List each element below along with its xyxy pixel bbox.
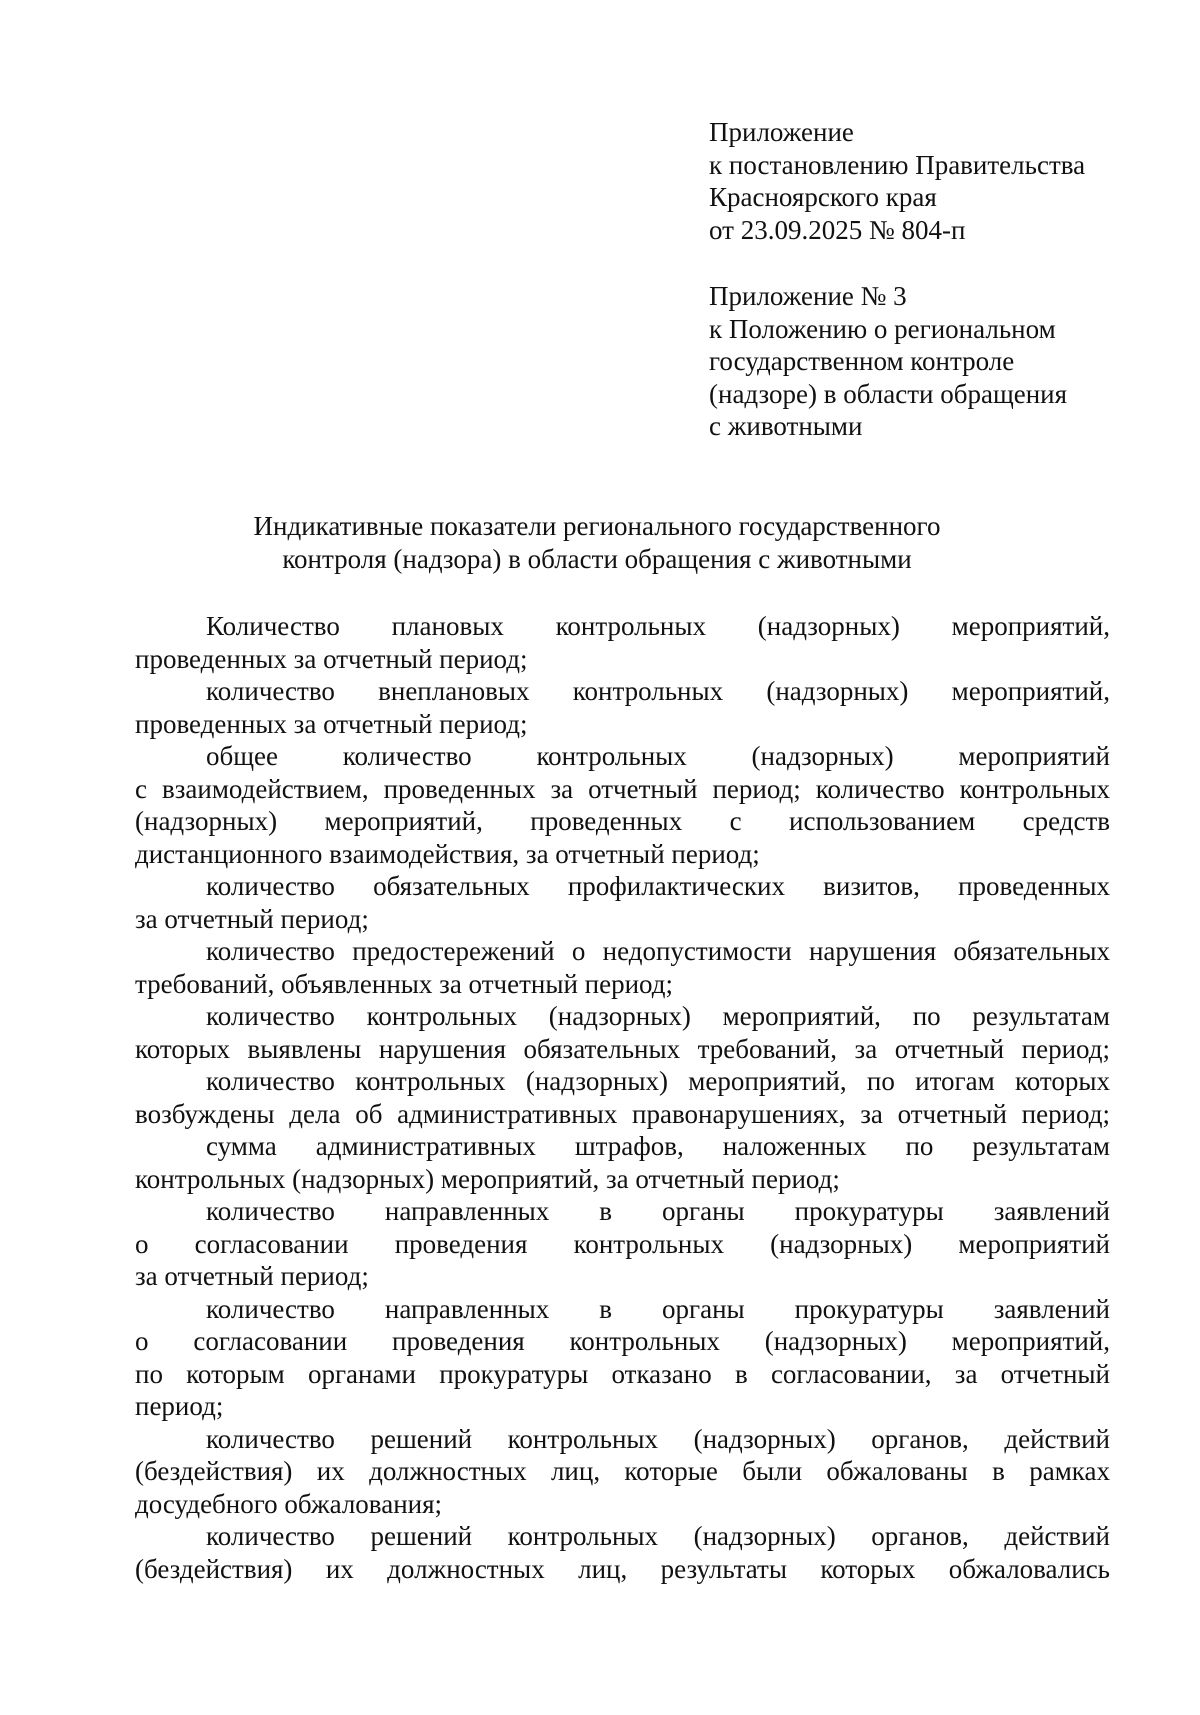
body-line: (бездействия) их должностных лиц, которые были обжалованы в рамках <box>135 1456 1110 1486</box>
body-line: за отчетный период; <box>135 1261 369 1291</box>
document-title <box>132 510 1062 575</box>
document-body <box>135 610 1110 1585</box>
annex-header-line: к постановлению Правительства <box>709 149 1086 180</box>
body-line: по которым органами прокуратуры отказано в согласовании, за отчетный <box>135 1358 1110 1389</box>
body-line: дистанционного взаимодействия, за отчетный период; <box>135 838 760 869</box>
annex-sub-line: (надзоре) в области обращения <box>709 378 1068 409</box>
annex-header-line: Красноярского края <box>709 182 937 212</box>
body-line: количество контрольных (надзорных) мероприятий, по итогам которых <box>206 1066 1110 1096</box>
body-line: с взаимодействием, проведенных за отчетный период; количество контрольных <box>135 773 1110 804</box>
body-line: количество решений контрольных (надзорных) органов, действий <box>206 1423 1110 1454</box>
body-line: проведенных за отчетный период; <box>135 708 528 739</box>
body-line: сумма административных штрафов, наложенных по результатам <box>206 1131 1110 1161</box>
body-line: требований, объявленных за отчетный период; <box>135 968 673 999</box>
annex-sub-line: с животными <box>709 411 863 441</box>
annex-header-line: Приложение <box>709 117 854 147</box>
body-line: возбуждены дела об административных правонарушениях, за отчетный период; <box>135 1098 1110 1129</box>
body-line: о согласовании проведения контрольных (надзорных) мероприятий, <box>135 1326 1110 1356</box>
annex-sub-line: государственном контроле <box>709 346 1015 376</box>
body-line: количество предостережений о недопустимости нарушения обязательных <box>206 936 1110 966</box>
annex-header-line: от 23.09.2025 № 804-п <box>709 214 966 245</box>
body-line: количество внеплановых контрольных (надзорных) мероприятий, <box>206 676 1110 706</box>
body-line: за отчетный период; <box>135 903 369 934</box>
body-line: общее количество контрольных (надзорных) мероприятий <box>206 741 1110 771</box>
body-line: период; <box>135 1391 224 1421</box>
title-line: контроля (надзора) в области обращения с животными <box>282 543 912 574</box>
body-line: количество обязательных профилактических визитов, проведенных <box>206 871 1110 901</box>
body-line: досудебного обжалования; <box>135 1488 443 1519</box>
body-line: количество направленных в органы прокуратуры заявлений <box>206 1196 1110 1226</box>
annex-sub-header <box>709 280 1149 443</box>
body-line: о согласовании проведения контрольных (надзорных) мероприятий <box>135 1228 1110 1259</box>
annex-header <box>709 116 1149 246</box>
body-line: количество направленных в органы прокуратуры заявлений <box>206 1293 1110 1324</box>
body-line: (надзорных) мероприятий, проведенных с использованием средств <box>135 806 1110 836</box>
body-line: которых выявлены нарушения обязательных требований, за отчетный период; <box>135 1033 1110 1064</box>
body-line: Количество плановых контрольных (надзорных) мероприятий, <box>206 611 1110 641</box>
title-line: Индикативные показатели регионального государственного <box>253 511 941 541</box>
annex-sub-line: к Положению о региональном <box>709 313 1056 344</box>
annex-sub-line: Приложение № 3 <box>709 281 907 311</box>
body-line: количество контрольных (надзорных) мероприятий, по результатам <box>206 1001 1110 1031</box>
body-line: контрольных (надзорных) мероприятий, за отчетный период; <box>135 1163 840 1194</box>
body-line: проведенных за отчетный период; <box>135 643 528 674</box>
body-line: количество решений контрольных (надзорных) органов, действий <box>206 1521 1110 1551</box>
body-line: (бездействия) их должностных лиц, результаты которых обжаловались <box>135 1553 1110 1584</box>
